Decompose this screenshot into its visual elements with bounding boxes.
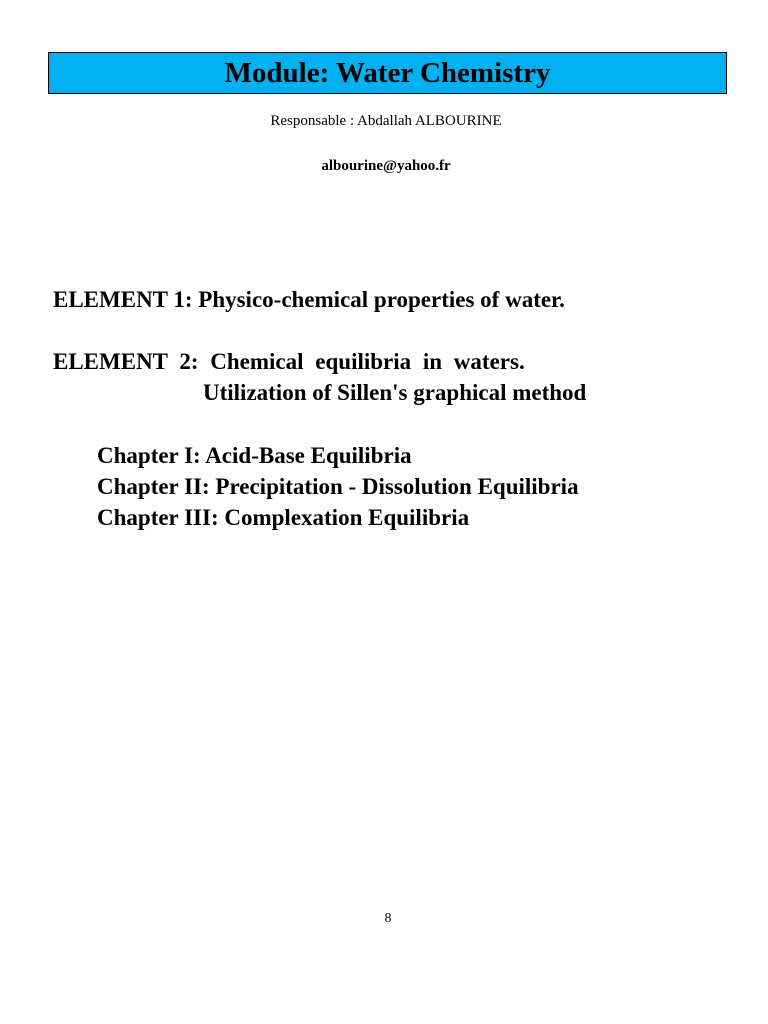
responsable-line: Responsable : Abdallah ALBOURINE [270, 113, 502, 129]
chapter-1: Chapter I: Acid-Base Equilibria [97, 443, 412, 468]
page-number: 8 [384, 911, 392, 926]
element-2-heading: ELEMENT 2: Chemical equilibria in waters. [53, 349, 525, 374]
element-2-subtitle: Utilization of Sillen's graphical method [203, 380, 587, 405]
chapter-3: Chapter III: Complexation Equilibria [97, 505, 470, 530]
element-1-heading: ELEMENT 1: Physico-chemical properties of water. [53, 287, 565, 312]
page-title: Module: Water Chemistry [224, 56, 551, 89]
author-email: albourine@yahoo.fr [321, 158, 451, 174]
module-title-banner [48, 52, 727, 94]
chapter-2: Chapter II: Precipitation - Dissolution Equilibria [97, 474, 579, 499]
